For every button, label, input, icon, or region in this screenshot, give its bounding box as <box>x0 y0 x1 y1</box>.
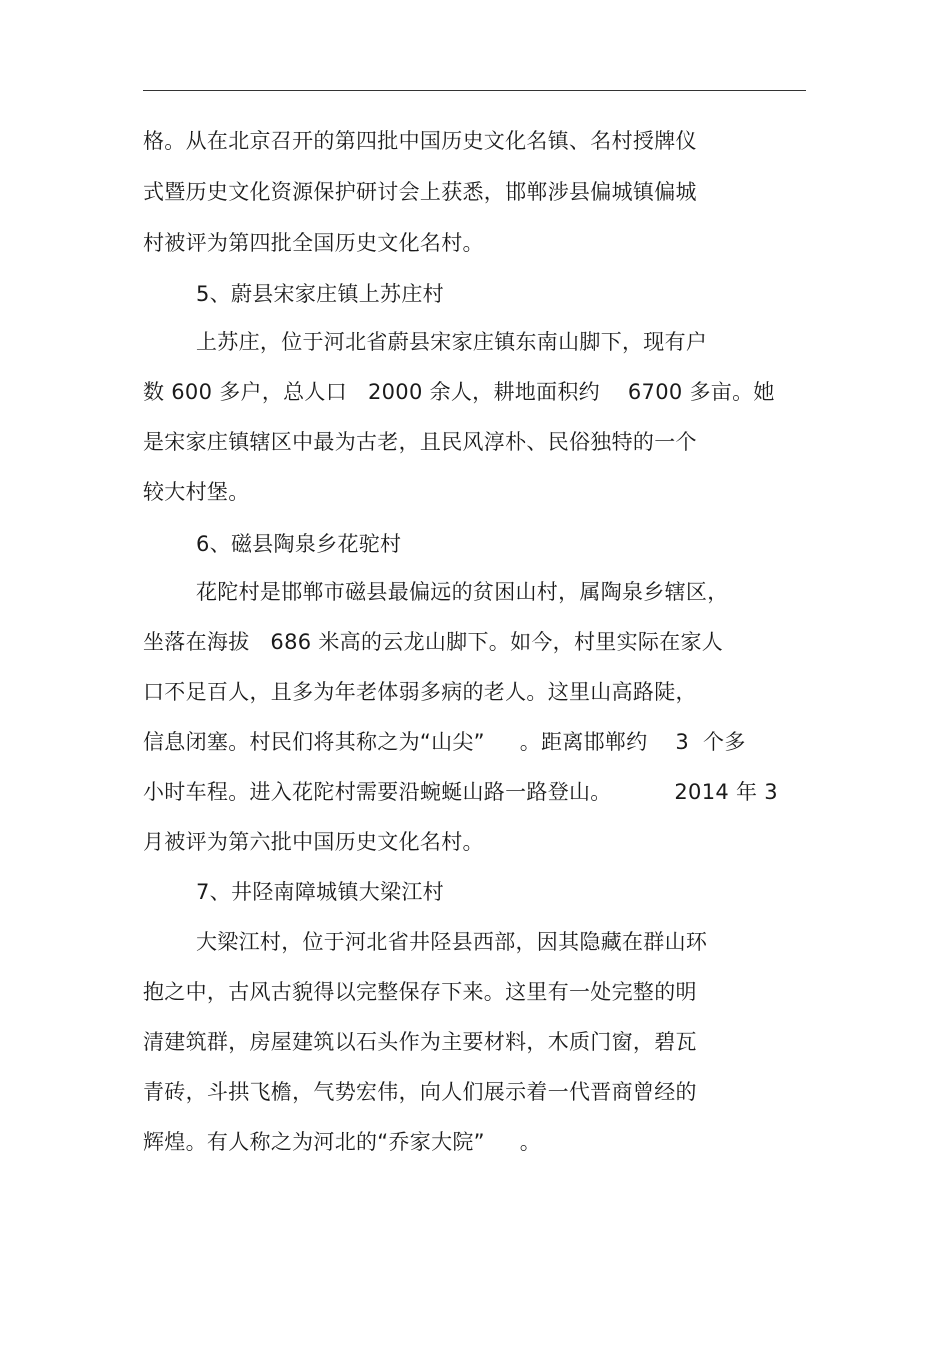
text-line: 辉煌。有人称之为河北的“乔家大院” 。 <box>143 1130 542 1154</box>
text-line: 月被评为第六批中国历史文化名村。 <box>143 830 484 854</box>
text-line: 口不足百人，且多为年老体弱多病的老人。这里山高路陡， <box>143 680 697 704</box>
text-line: 数 600 多户，总人口 2000 余人，耕地面积约 6700 多亩。她 <box>143 380 775 404</box>
text-line: 小时车程。进入花陀村需要沿蜿蜒山路一路登山。 2014 年 3 <box>143 780 778 804</box>
text-line: 较大村堡。 <box>143 480 250 504</box>
text-line: 上苏庄，位于河北省蔚县宋家庄镇东南山脚下，现有户 <box>196 330 708 354</box>
text-line: 花陀村是邯郸市磁县最偏远的贫困山村，属陶泉乡辖区， <box>196 580 729 604</box>
text-line: 格。从在北京召开的第四批中国历史文化名镇、名村授牌仪 <box>143 129 697 153</box>
text-line: 坐落在海拔 686 米高的云龙山脚下。如今，村里实际在家人 <box>143 630 724 654</box>
section-heading: 5、蔚县宋家庄镇上苏庄村 <box>196 282 444 306</box>
text-line: 青砖，斗拱飞檐，气势宏伟，向人们展示着一代晋商曾经的 <box>143 1080 697 1104</box>
text-line: 式暨历史文化资源保护研讨会上获悉，邯郸涉县偏城镇偏城 <box>143 180 697 204</box>
text-line: 抱之中，古风古貌得以完整保存下来。这里有一处完整的明 <box>143 980 697 1004</box>
text-line: 信息闭塞。村民们将其称之为“山尖” 。距离邯郸约 3 个多 <box>143 730 746 754</box>
header-rule <box>143 90 806 91</box>
text-line: 清建筑群，房屋建筑以石头作为主要材料，木质门窗，碧瓦 <box>143 1030 697 1054</box>
section-heading: 6、磁县陶泉乡花驼村 <box>196 532 402 556</box>
text-line: 是宋家庄镇辖区中最为古老，且民风淳朴、民俗独特的一个 <box>143 430 697 454</box>
section-heading: 7、井陉南障城镇大梁江村 <box>196 880 444 904</box>
text-line: 大梁江村，位于河北省井陉县西部，因其隐藏在群山环 <box>196 930 708 954</box>
text-line: 村被评为第四批全国历史文化名村。 <box>143 231 484 255</box>
